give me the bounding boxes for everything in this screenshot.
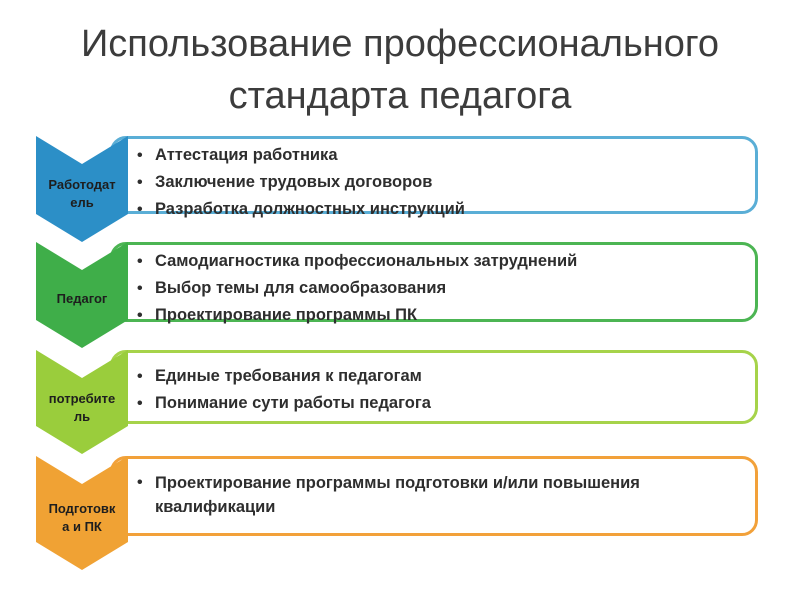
teacher-label: Педагог bbox=[56, 291, 108, 306]
bullet-icon: • bbox=[137, 280, 143, 297]
slide-title bbox=[0, 18, 800, 122]
list-item: • Проектирование программы ПК bbox=[135, 302, 755, 329]
list-item: • Выбор темы для самообразования bbox=[135, 275, 755, 302]
list-item: • Проектирование программы подготовки и/или повышения квалификации bbox=[135, 471, 741, 519]
title-line-2: стандарта педагога bbox=[228, 75, 572, 117]
list-item: • Понимание сути работы педагога bbox=[135, 390, 755, 417]
title-line-1: Использование профессионального bbox=[80, 23, 720, 65]
list-item: • Самодиагностика профессиональных затруднений bbox=[135, 248, 755, 275]
bullet-icon: • bbox=[137, 474, 143, 491]
bullet-icon: • bbox=[137, 368, 143, 385]
bullet-icon: • bbox=[137, 201, 143, 218]
employer-label: Работодат ель bbox=[48, 177, 116, 210]
list-item: • Единые требования к педагогам bbox=[135, 363, 755, 390]
training-chevron bbox=[36, 456, 128, 570]
consumer-items bbox=[135, 363, 755, 417]
teacher-chevron bbox=[36, 242, 128, 348]
bullet-icon: • bbox=[137, 147, 143, 164]
training-content-box bbox=[110, 456, 758, 536]
teacher-content-box bbox=[110, 242, 758, 322]
training-label: Подготовк а и ПК bbox=[48, 501, 116, 534]
training-items bbox=[135, 471, 741, 519]
bullet-icon: • bbox=[137, 174, 143, 191]
row-employer bbox=[0, 136, 800, 242]
consumer-content-box bbox=[110, 350, 758, 424]
row-teacher bbox=[0, 242, 800, 348]
employer-content-box bbox=[110, 136, 758, 218]
consumer-chevron bbox=[36, 350, 128, 454]
row-consumer bbox=[0, 350, 800, 454]
row-training bbox=[0, 456, 800, 574]
consumer-label: потребите ль bbox=[48, 391, 116, 424]
teacher-items bbox=[135, 248, 755, 329]
bullet-icon: • bbox=[137, 307, 143, 324]
bullet-icon: • bbox=[137, 395, 143, 412]
list-item: • Аттестация работника bbox=[135, 142, 755, 169]
list-item: • Заключение трудовых договоров bbox=[135, 169, 755, 196]
employer-items bbox=[135, 142, 755, 223]
employer-chevron bbox=[36, 136, 128, 242]
list-item: • Разработка должностных инструкций bbox=[135, 196, 755, 223]
bullet-icon: • bbox=[137, 253, 143, 270]
